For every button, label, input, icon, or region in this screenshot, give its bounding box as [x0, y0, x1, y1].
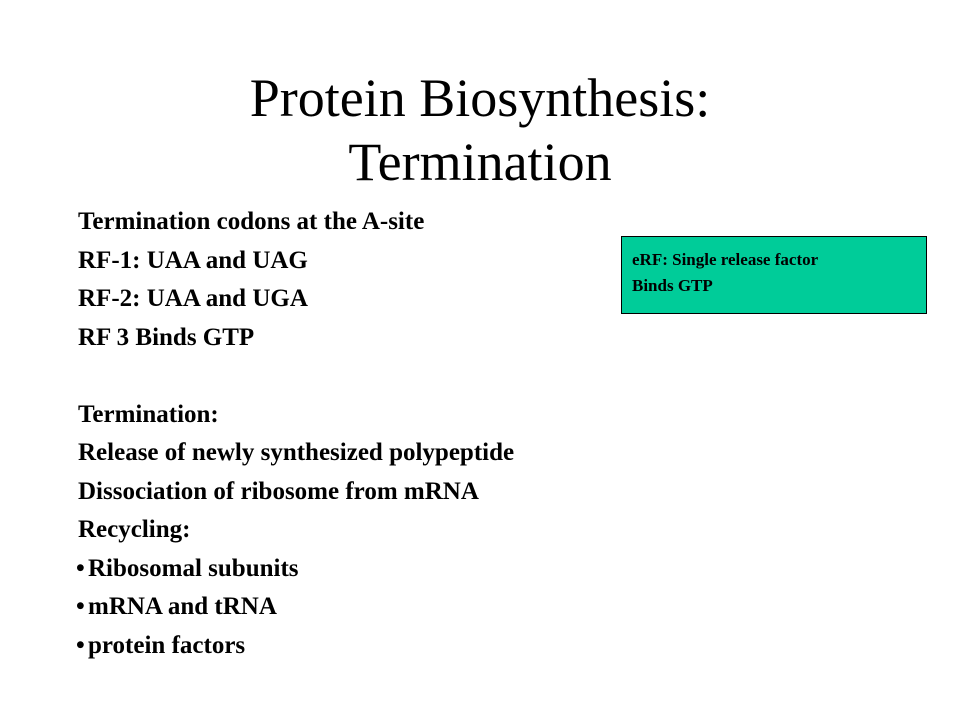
callout-line-1: eRF: Single release factor [632, 250, 819, 269]
erf-callout-box [621, 236, 927, 314]
bullet-item-mrna-trna: • mRNA and tRNA [78, 588, 514, 627]
body-blank-line [78, 357, 514, 396]
bullet-item-ribosomal-subunits: • Ribosomal subunits [78, 550, 514, 589]
body-line-termination-heading: Termination: [78, 400, 219, 428]
body-line-dissociation: Dissociation of ribosome from mRNA [78, 477, 479, 505]
body-line-rf1: RF-1: UAA and UAG [78, 246, 308, 274]
slide-title [0, 66, 960, 194]
slide-title-line-2: Termination [348, 132, 612, 192]
body-line-rf2: RF-2: UAA and UGA [78, 285, 308, 312]
body-line-termination-codons: Termination codons at the A-site [78, 208, 425, 235]
slide-title-line-1: Protein Biosynthesis: [249, 68, 711, 128]
body-line-rf3: RF 3 Binds GTP [78, 323, 255, 351]
slide-body [78, 203, 514, 665]
body-line-recycling-heading: Recycling: [78, 516, 191, 543]
bullet-item-protein-factors: • protein factors [78, 627, 514, 666]
callout-line-2: Binds GTP [632, 276, 713, 295]
body-line-release-polypeptide: Release of newly synthesized polypeptide [78, 439, 515, 466]
